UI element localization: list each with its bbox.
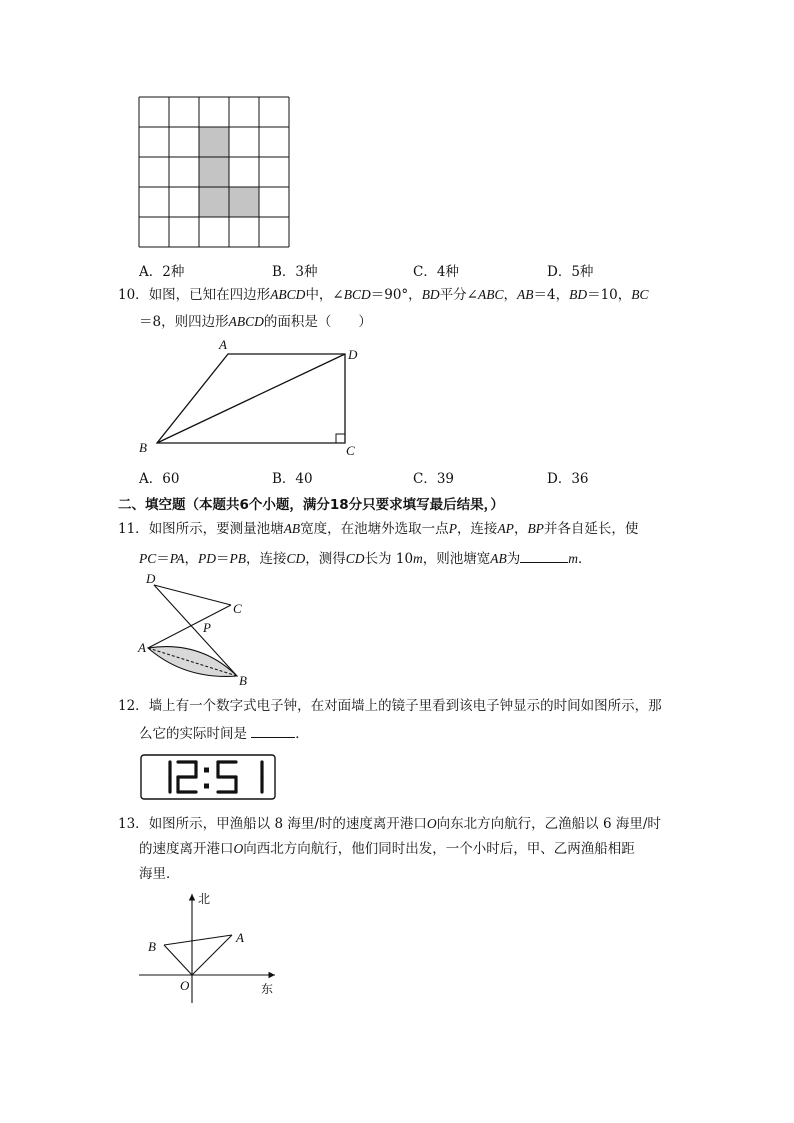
- q10-label-c: C: [346, 443, 355, 458]
- q13-label-a: A: [236, 930, 244, 945]
- q13-label-o: O: [180, 978, 190, 993]
- q10-stem-line1: 10．如图，已知在四边形ABCD中，∠BCD＝90°，BD平分∠ABC，AB＝4，BD＝10，BC: [118, 287, 649, 303]
- q13-stem-line2: 的速度离开港口O向西北方向航行，他们同时出发，一个小时后，甲、乙两渔船相距: [139, 841, 635, 857]
- q13-label-east: 东: [261, 982, 274, 996]
- q12-stem-line2: 么它的实际时间是 ．: [139, 723, 309, 744]
- q11-stem-line1: 11．如图所示，要测量池塘AB宽度，在池塘外选取一点P，连接AP，BP并各自延长，使: [118, 521, 639, 537]
- q9-option-a: A．2种: [139, 264, 185, 280]
- q11-label-c: C: [233, 601, 242, 616]
- q10-option-d: D．36: [547, 471, 589, 487]
- q10-label-b: B: [139, 440, 147, 455]
- q13-label-north: 北: [198, 892, 211, 906]
- q12-stem-line1: 12．墙上有一个数字式电子钟，在对面墙上的镜子里看到该电子钟显示的时间如图所示，那: [118, 698, 662, 714]
- q10-option-c: C．39: [413, 471, 455, 487]
- q13-label-b: B: [148, 939, 156, 954]
- q11-label-p: P: [203, 620, 211, 635]
- q10-label-a: A: [219, 337, 227, 352]
- q11-label-d: D: [146, 571, 156, 586]
- q9-option-b: B．3种: [272, 264, 318, 280]
- q10-option-a: A．60: [139, 471, 180, 487]
- q10-option-b: B．40: [272, 471, 313, 487]
- segment-ob: [164, 945, 192, 975]
- q11-label-b: B: [239, 673, 247, 688]
- q10-stem-line2: ＝8，则四边形ABCD的面积是（ ）: [139, 314, 372, 330]
- q9-option-c: C．4种: [413, 264, 459, 280]
- q9-option-d: D．5种: [547, 264, 594, 280]
- q11-label-a: A: [138, 640, 146, 655]
- segment-ab: [164, 935, 232, 945]
- q10-label-d: D: [348, 347, 358, 362]
- q11-stem-line2: PC＝PA，PD＝PB，连接CD，测得CD长为 10m，则池塘宽AB为 m．: [139, 548, 592, 569]
- section-heading-fill-in: 二、填空题（本题共6个小题，满分18分只要求填写最后结果，）: [118, 497, 504, 513]
- segment-oa: [192, 935, 232, 975]
- q13-stem-line1: 13．如图所示，甲渔船以 8 海里/时的速度离开港口O向东北方向航行，乙渔船以 6 海里/时: [118, 816, 661, 832]
- q13-stem-line3: 海里．: [139, 866, 180, 882]
